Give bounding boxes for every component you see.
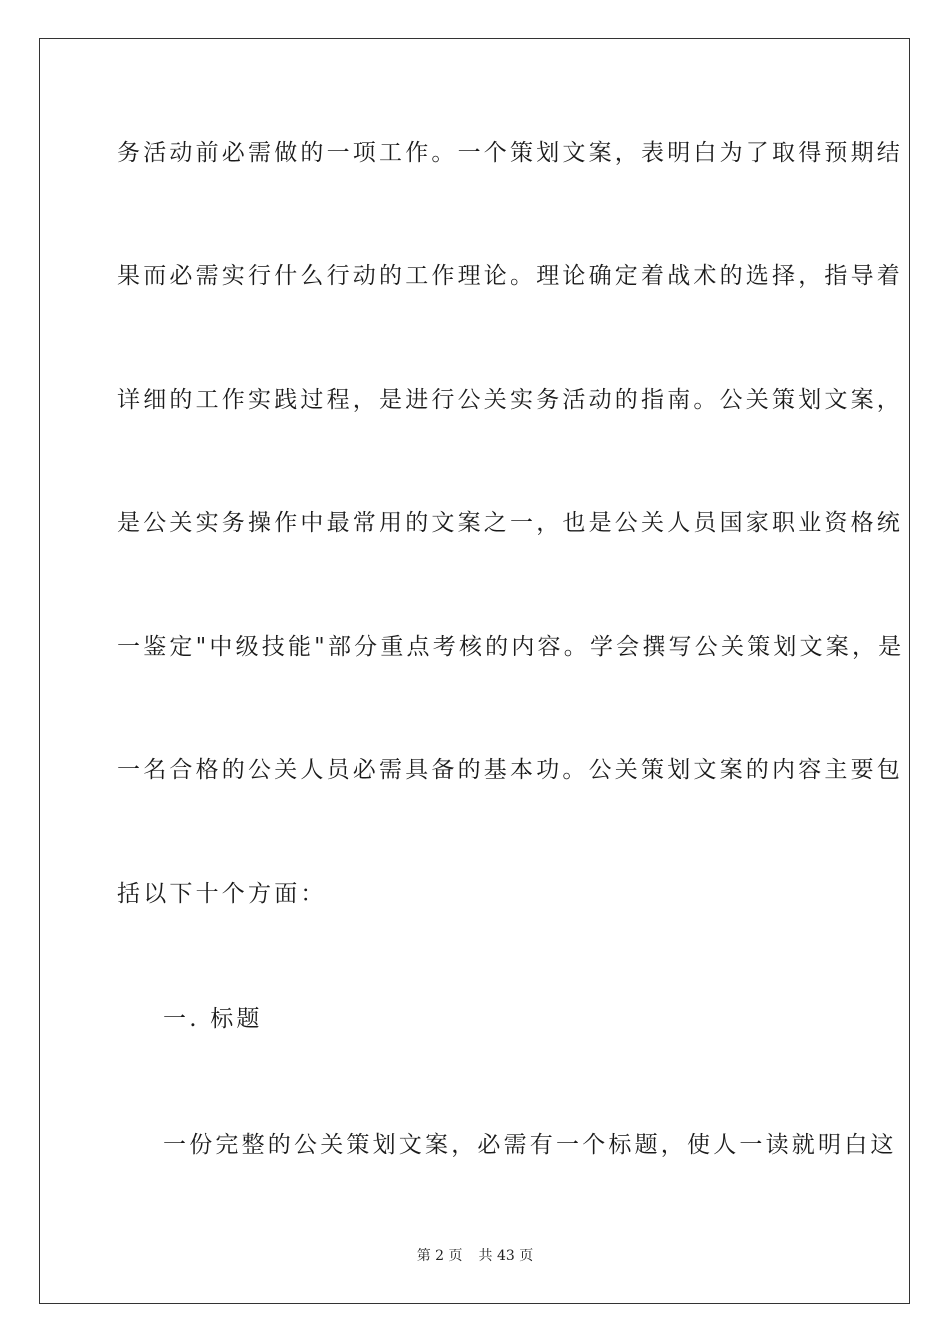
body-text-line: 是公关实务操作中最常用的文案之一，也是公关人员国家职业资格统 (117, 510, 903, 536)
page-total: 共 43 页 (478, 1248, 534, 1264)
body-text-line: 一名合格的公关人员必需具备的基本功。公关策划文案的内容主要包 (117, 757, 903, 783)
page-border (39, 38, 910, 1304)
section-heading: 一. 标题 (163, 1006, 263, 1032)
page-footer (0, 1245, 950, 1265)
body-text-line: 一鉴定"中级技能"部分重点考核的内容。学会撰写公关策划文案，是 (117, 634, 905, 660)
body-text-line: 详细的工作实践过程，是进行公关实务活动的指南。公关策划文案， (117, 387, 903, 413)
page-number: 第 2 页 (416, 1248, 463, 1264)
body-text-line: 务活动前必需做的一项工作。一个策划文案，表明白为了取得预期结 (117, 140, 903, 166)
body-text-line: 一份完整的公关策划文案，必需有一个标题，使人一读就明白这 (163, 1132, 897, 1158)
body-text-line: 括以下十个方面： (117, 881, 327, 907)
body-text-line: 果而必需实行什么行动的工作理论。理论确定着战术的选择，指导着 (117, 263, 903, 289)
